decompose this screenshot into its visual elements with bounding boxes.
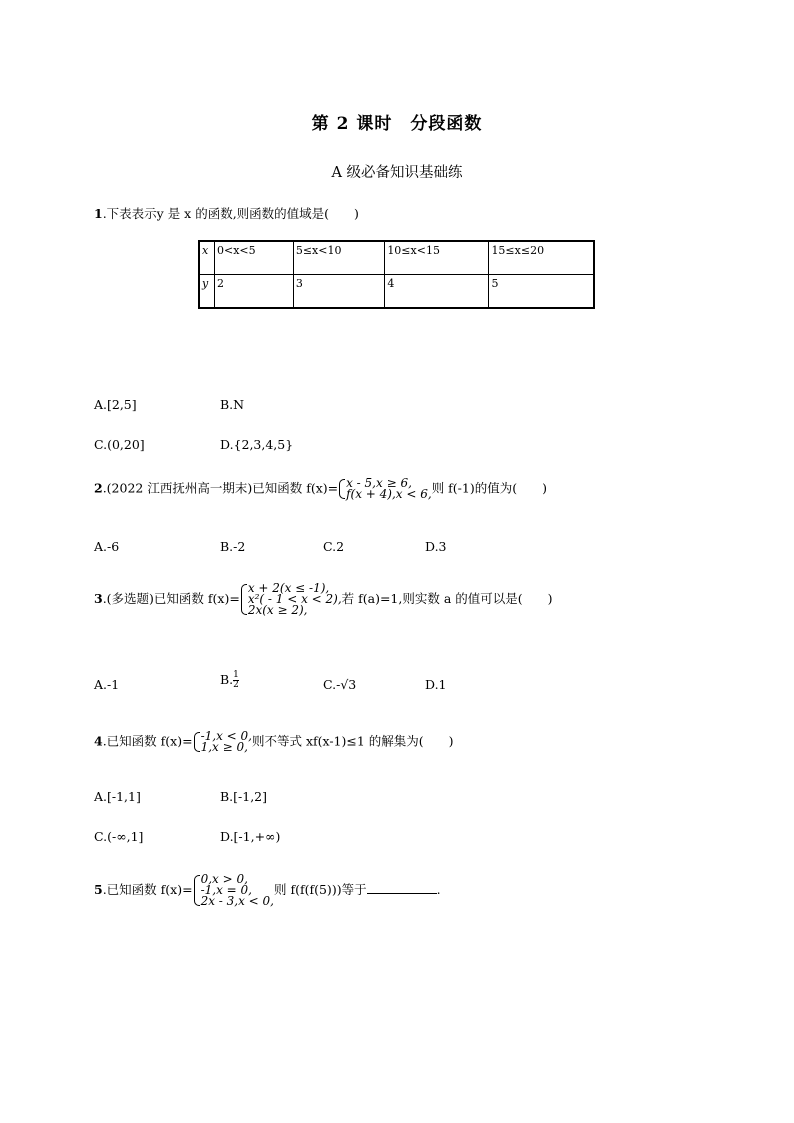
question-number: 3 [94,591,103,606]
question-text: . [436,882,441,897]
table-header-y: y [199,275,215,309]
option-b: B.N [220,397,245,412]
question-2 [94,478,547,500]
option-a: A.-1 [94,677,120,692]
page-title: 第 2 课时 分段函数 [311,114,483,134]
table-cell: 5≤x<10 [293,241,384,275]
table-cell: 10≤x<15 [385,241,489,275]
question-text: 则不等式 xf(x-1)≤1 的解集为( ) [251,733,454,749]
piecewise-brace [193,874,274,907]
value-table [198,240,595,309]
table-row [199,275,594,309]
option-d: D.3 [425,539,447,554]
question-text: .已知函数 f(x)= [102,882,193,897]
table-row [199,241,594,275]
question-text: .下表表示y 是 x 的函数,则函数的值域是( ) [102,206,359,221]
option-d: D.1 [425,677,447,692]
question-number: 5 [94,882,103,897]
piece-line: x + 2(x ≤ -1), [247,581,330,595]
option-b: B.[-1,2] [220,789,268,804]
option-c: C.(0,20] [94,437,145,452]
question-text: 则 f(f(f(5)))等于 [274,882,367,897]
fraction-denominator: 2 [233,680,239,690]
piece-line: x²( - 1 < x < 2), [247,592,342,606]
piece-line: -1,x < 0, [200,729,252,743]
question-5 [94,874,441,907]
option-c: C.2 [323,539,345,554]
table-cell: 4 [385,275,489,309]
piece-line: 2x - 3,x < 0, [200,894,274,908]
question-number: 1 [94,206,103,221]
option-b [220,671,239,690]
question-1 [94,204,359,222]
fraction [233,671,239,690]
piece-line: 2x(x ≥ 2), [247,603,308,617]
piece-line: 1,x ≥ 0, [200,740,248,754]
table-cell: 5 [489,275,594,309]
question-text: .已知函数 f(x)= [102,733,193,749]
table-cell: 0<x<5 [215,241,294,275]
option-d: D.{2,3,4,5} [220,437,294,452]
option-d: D.[-1,+∞) [220,829,281,844]
table-header-x: x [199,241,215,275]
option-c: C.-√3 [323,677,357,692]
table-cell: 3 [293,275,384,309]
answer-blank[interactable] [367,881,437,894]
piece-line: x - 5,x ≥ 6, [346,476,412,490]
option-b: B.-2 [220,539,246,554]
piece-line: -1,x = 0, [200,883,252,897]
question-text: .(2022 江西抚州高一期末)已知函数 f(x)= [102,480,339,496]
piecewise-brace [193,731,252,753]
option-a: A.-6 [94,539,120,554]
option-a: A.[2,5] [94,397,137,412]
table-cell: 15≤x≤20 [489,241,594,275]
question-text: 则 f(-1)的值为( ) [431,480,547,496]
piece-line: f(x + 4),x < 6, [346,487,432,501]
option-label: B. [220,672,234,687]
section-subtitle: A 级必备知识基础练 [331,165,463,181]
option-a: A.[-1,1] [94,789,141,804]
piecewise-brace [338,478,432,500]
question-text: .(多选题)已知函数 f(x)= [102,591,240,606]
option-c: C.(-∞,1] [94,829,144,844]
question-number: 2 [94,480,103,496]
piece-line: 0,x > 0, [200,872,248,886]
table-cell: 2 [215,275,294,309]
question-text: 若 f(a)=1,则实数 a 的值可以是( ) [341,591,553,606]
question-3 [94,583,553,616]
fraction-numerator: 1 [233,670,239,680]
question-number: 4 [94,733,103,749]
piecewise-brace [240,583,342,616]
question-4 [94,731,454,753]
